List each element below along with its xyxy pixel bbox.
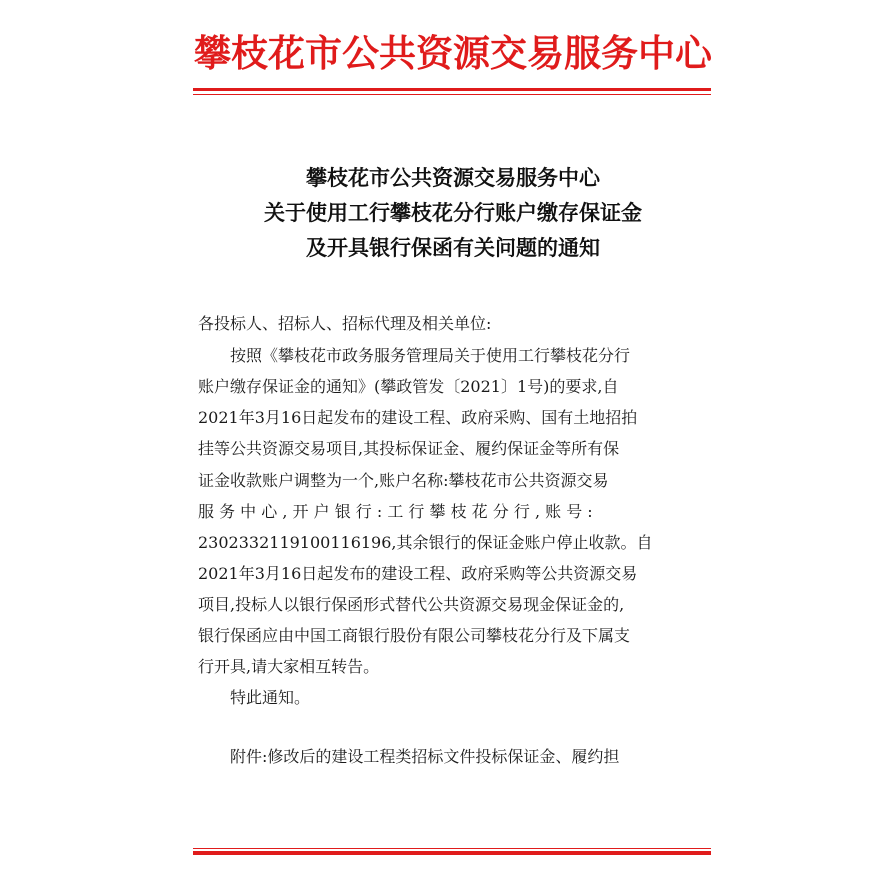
closing-line: 特此通知。 <box>230 688 311 707</box>
body-line: 挂等公共资源交易项目,其投标保证金、履约保证金等所有保 <box>198 439 620 458</box>
title-line-2: 关于使用工行攀枝花分行账户缴存保证金 <box>264 201 642 225</box>
salutation: 各投标人、招标人、招标代理及相关单位: <box>198 314 492 333</box>
header-org-name: 攀枝花市公共资源交易服务中心 <box>194 32 712 75</box>
body-line: 2021年3月16日起发布的建设工程、政府采购等公共资源交易 <box>198 564 638 583</box>
body-line: 项目,投标人以银行保函形式替代公共资源交易现金保证金的, <box>198 595 625 614</box>
body-line: 2021年3月16日起发布的建设工程、政府采购、国有土地招拍 <box>198 408 638 427</box>
header-rule-thick <box>193 88 711 91</box>
footer-rule-thick <box>193 851 711 855</box>
body-line: 银行保函应由中国工商银行股份有限公司攀枝花分行及下属支 <box>198 626 631 645</box>
body-line: 行开具,请大家相互转告。 <box>198 657 380 676</box>
body-line: 证金收款账户调整为一个,账户名称:攀枝花市公共资源交易 <box>198 471 609 490</box>
body-line: 按照《攀枝花市政务服务管理局关于使用工行攀枝花分行 <box>230 346 631 365</box>
body-line: 服 务 中 心 , 开 户 银 行 : 工 行 攀 枝 花 分 行 , 账 号 : <box>198 502 593 521</box>
title-line-3: 及开具银行保函有关问题的通知 <box>306 236 600 260</box>
notice-title <box>193 161 713 266</box>
attachment-line: 附件:修改后的建设工程类招标文件投标保证金、履约担 <box>230 747 620 766</box>
footer-rule-thin <box>193 848 711 849</box>
header-rule-thin <box>193 94 711 95</box>
title-line-1: 攀枝花市公共资源交易服务中心 <box>306 166 600 190</box>
body-line: 账户缴存保证金的通知》(攀政管发〔2021〕1号)的要求,自 <box>198 377 619 396</box>
body-line: 2302332119100116196,其余银行的保证金账户停止收款。自 <box>198 533 653 552</box>
